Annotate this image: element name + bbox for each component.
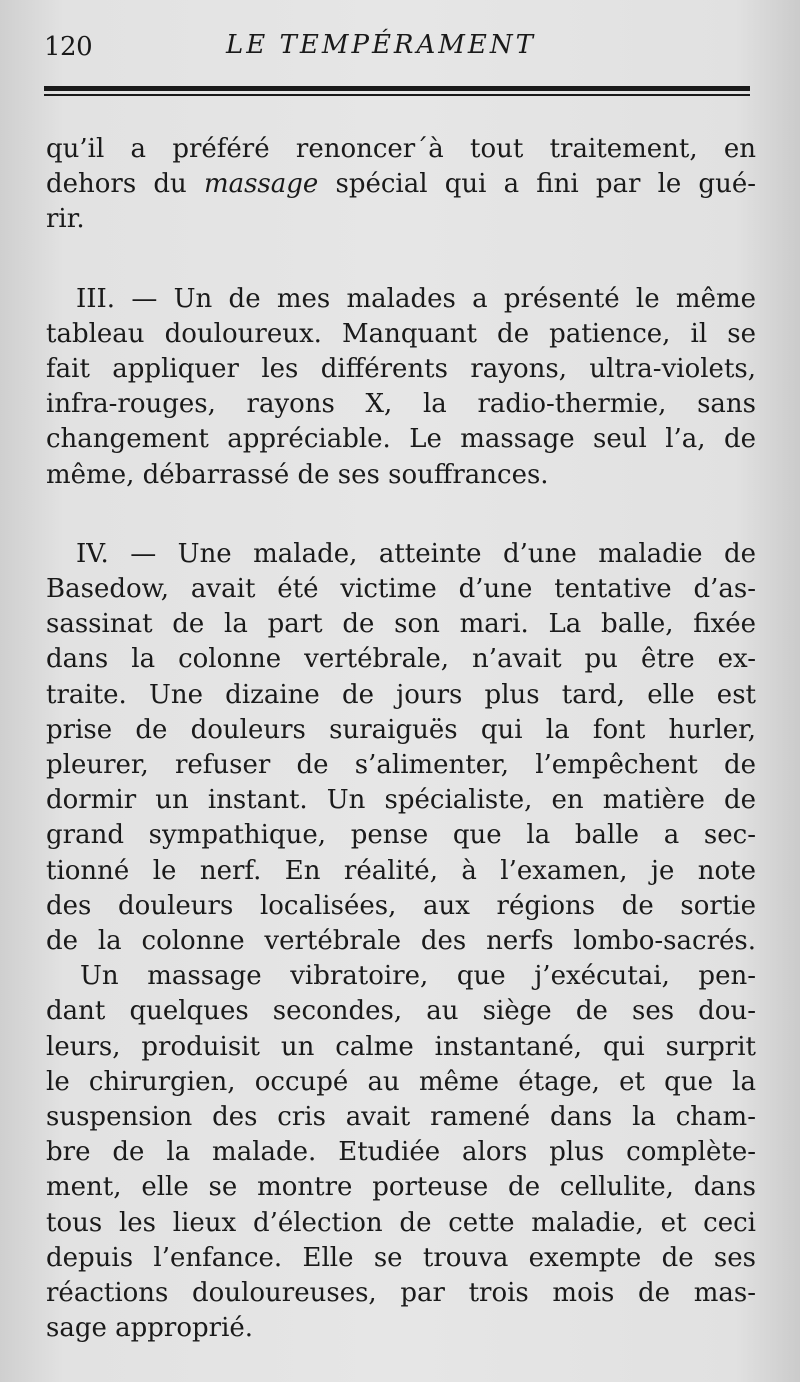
text-line: changement appréciable. Le massage seul l’a, de — [46, 424, 756, 455]
text-line: qu’il a préféré renoncer´à tout traitement, en — [46, 134, 756, 164]
paragraph-gap — [46, 493, 756, 537]
text-line: le chirurgien, occupé au même étage, et que la — [46, 1066, 756, 1097]
text-line: tableau douloureux. Manquant de patience, il se — [46, 318, 756, 349]
text-line: leurs, produisit un calme instantané, qui surprit — [46, 1031, 756, 1062]
paragraph-continuation — [46, 132, 756, 238]
text-line: même, débarrassé de ses souffrances. — [46, 459, 549, 490]
header-rule-thick — [44, 86, 750, 91]
running-head: LE TEMPÉRAMENT — [226, 30, 536, 60]
text-line: Basedow, avait été victime d’une tentative d’as- — [46, 574, 756, 605]
italic-word: massage — [203, 169, 319, 200]
text-line: dormir un instant. Un spécialiste, en matière de — [46, 785, 756, 816]
header-rule-thin — [44, 94, 750, 96]
text-line: sage approprié. — [46, 1313, 254, 1344]
text-line: III. — Un de mes malades a présenté le même — [76, 283, 756, 314]
text-line: tionné le nerf. En réalité, à l’examen, je note — [46, 855, 756, 886]
text-line: bre de la malade. Etudiée alors plus complète- — [46, 1137, 756, 1168]
text-line — [46, 167, 756, 202]
text-line: suspension des cris avait ramené dans la cham- — [46, 1102, 756, 1133]
paragraph-massage — [46, 959, 756, 1346]
page-number: 120 — [44, 32, 93, 62]
paragraph-case-iv — [46, 537, 756, 959]
text-line: infra-rouges, rayons X, la radio-thermie, sans — [46, 389, 756, 420]
text-segment: spécial qui a fini par le gué- — [318, 169, 756, 200]
text-line: traite. Une dizaine de jours plus tard, elle est — [46, 679, 756, 710]
text-line: de la colonne vertébrale des nerfs lombo-sacrés. — [46, 926, 756, 957]
text-line: rir. — [46, 204, 85, 235]
text-line: prise de douleurs suraiguës qui la font hurler, — [46, 714, 756, 745]
page-body — [46, 132, 756, 1347]
text-line: Un massage vibratoire, que j’exécutai, pen- — [80, 961, 756, 992]
text-line: sassinat de la part de son mari. La balle, fixée — [46, 609, 756, 640]
text-line: depuis l’enfance. Elle se trouva exempte de ses — [46, 1242, 756, 1273]
text-line: réactions douloureuses, par trois mois de mas- — [46, 1278, 756, 1309]
paragraph-case-iii — [46, 282, 756, 493]
text-line: IV. — Une malade, atteinte d’une maladie de — [76, 538, 756, 569]
text-line: pleurer, refuser de s’alimenter, l’empêchent de — [46, 750, 756, 781]
paragraph-gap — [46, 238, 756, 282]
text-line: dant quelques secondes, au siège de ses dou- — [46, 996, 756, 1027]
text-segment: dehors du — [46, 169, 204, 200]
text-line: dans la colonne vertébrale, n’avait pu être ex- — [46, 644, 756, 675]
text-line: des douleurs localisées, aux régions de sortie — [46, 890, 756, 921]
text-line: ment, elle se montre porteuse de cellulite, dans — [46, 1172, 756, 1203]
page-header — [44, 28, 750, 68]
text-line: grand sympathique, pense que la balle a sec- — [46, 820, 756, 851]
text-line: fait appliquer les différents rayons, ultra-violets, — [46, 354, 756, 385]
text-line: tous les lieux d’élection de cette maladie, et ceci — [46, 1207, 756, 1238]
